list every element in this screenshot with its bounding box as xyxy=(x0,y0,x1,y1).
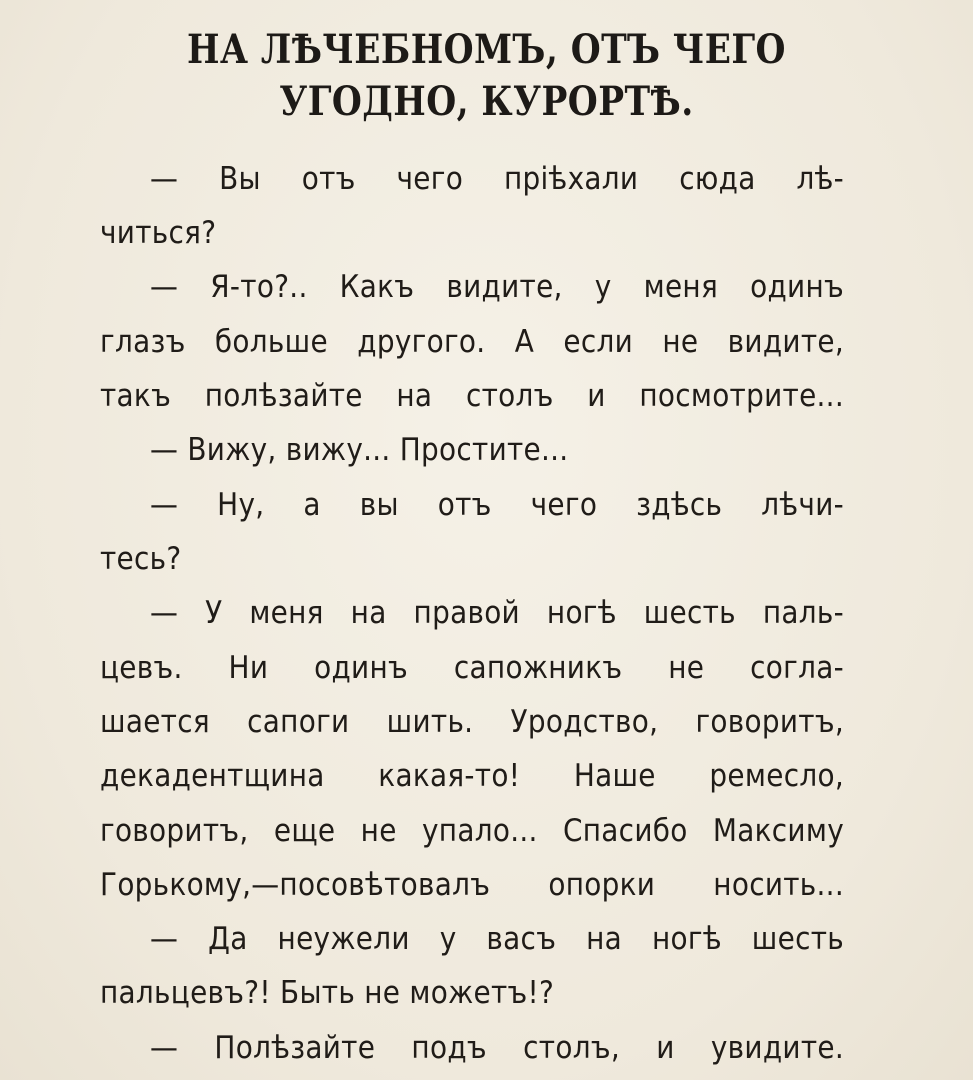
text-line: — Да неужели у васъ на ногѣ шесть xyxy=(150,921,844,957)
text-line: говоритъ, еще не упало... Спасибо Максиму xyxy=(100,813,844,849)
text-line: — У меня на правой ногѣ шесть паль- xyxy=(150,595,844,631)
text-line: такъ полѣзайте на столъ и посмотрите... xyxy=(100,378,844,414)
text-line: глазъ больше другого. А если не видите, xyxy=(100,324,844,360)
title-line-1: НА ЛѢЧЕБНОМЪ, ОТЪ ЧЕГО xyxy=(187,26,786,73)
text-line: — Я-то?.. Какъ видите, у меня одинъ xyxy=(150,269,844,305)
text-line: — Ну, а вы отъ чего здѣсь лѣчи- xyxy=(150,487,844,523)
text-line: шается сапоги шить. Уродство, говоритъ, xyxy=(100,704,844,740)
text-line: декадентщина какая-то! Наше ремесло, xyxy=(100,758,844,794)
text-line: — Вы отъ чего пріѣхали сюда лѣ- xyxy=(150,161,844,197)
title-line-2: УГОДНО, КУРОРТѢ. xyxy=(279,78,694,125)
text-line: пальцевъ?! Быть не можетъ!? xyxy=(100,975,555,1011)
text-line: тесь? xyxy=(100,541,182,577)
text-line: — Полѣзайте подъ столъ, и увидите. xyxy=(150,1030,844,1066)
text-line: цевъ. Ни одинъ сапожникъ не согла- xyxy=(100,650,844,686)
text-line: Горькому,—посовѣтовалъ опорки носить... xyxy=(100,867,844,903)
text-line: читься? xyxy=(100,215,217,251)
text-line: — Вижу, вижу... Простите... xyxy=(150,432,569,468)
